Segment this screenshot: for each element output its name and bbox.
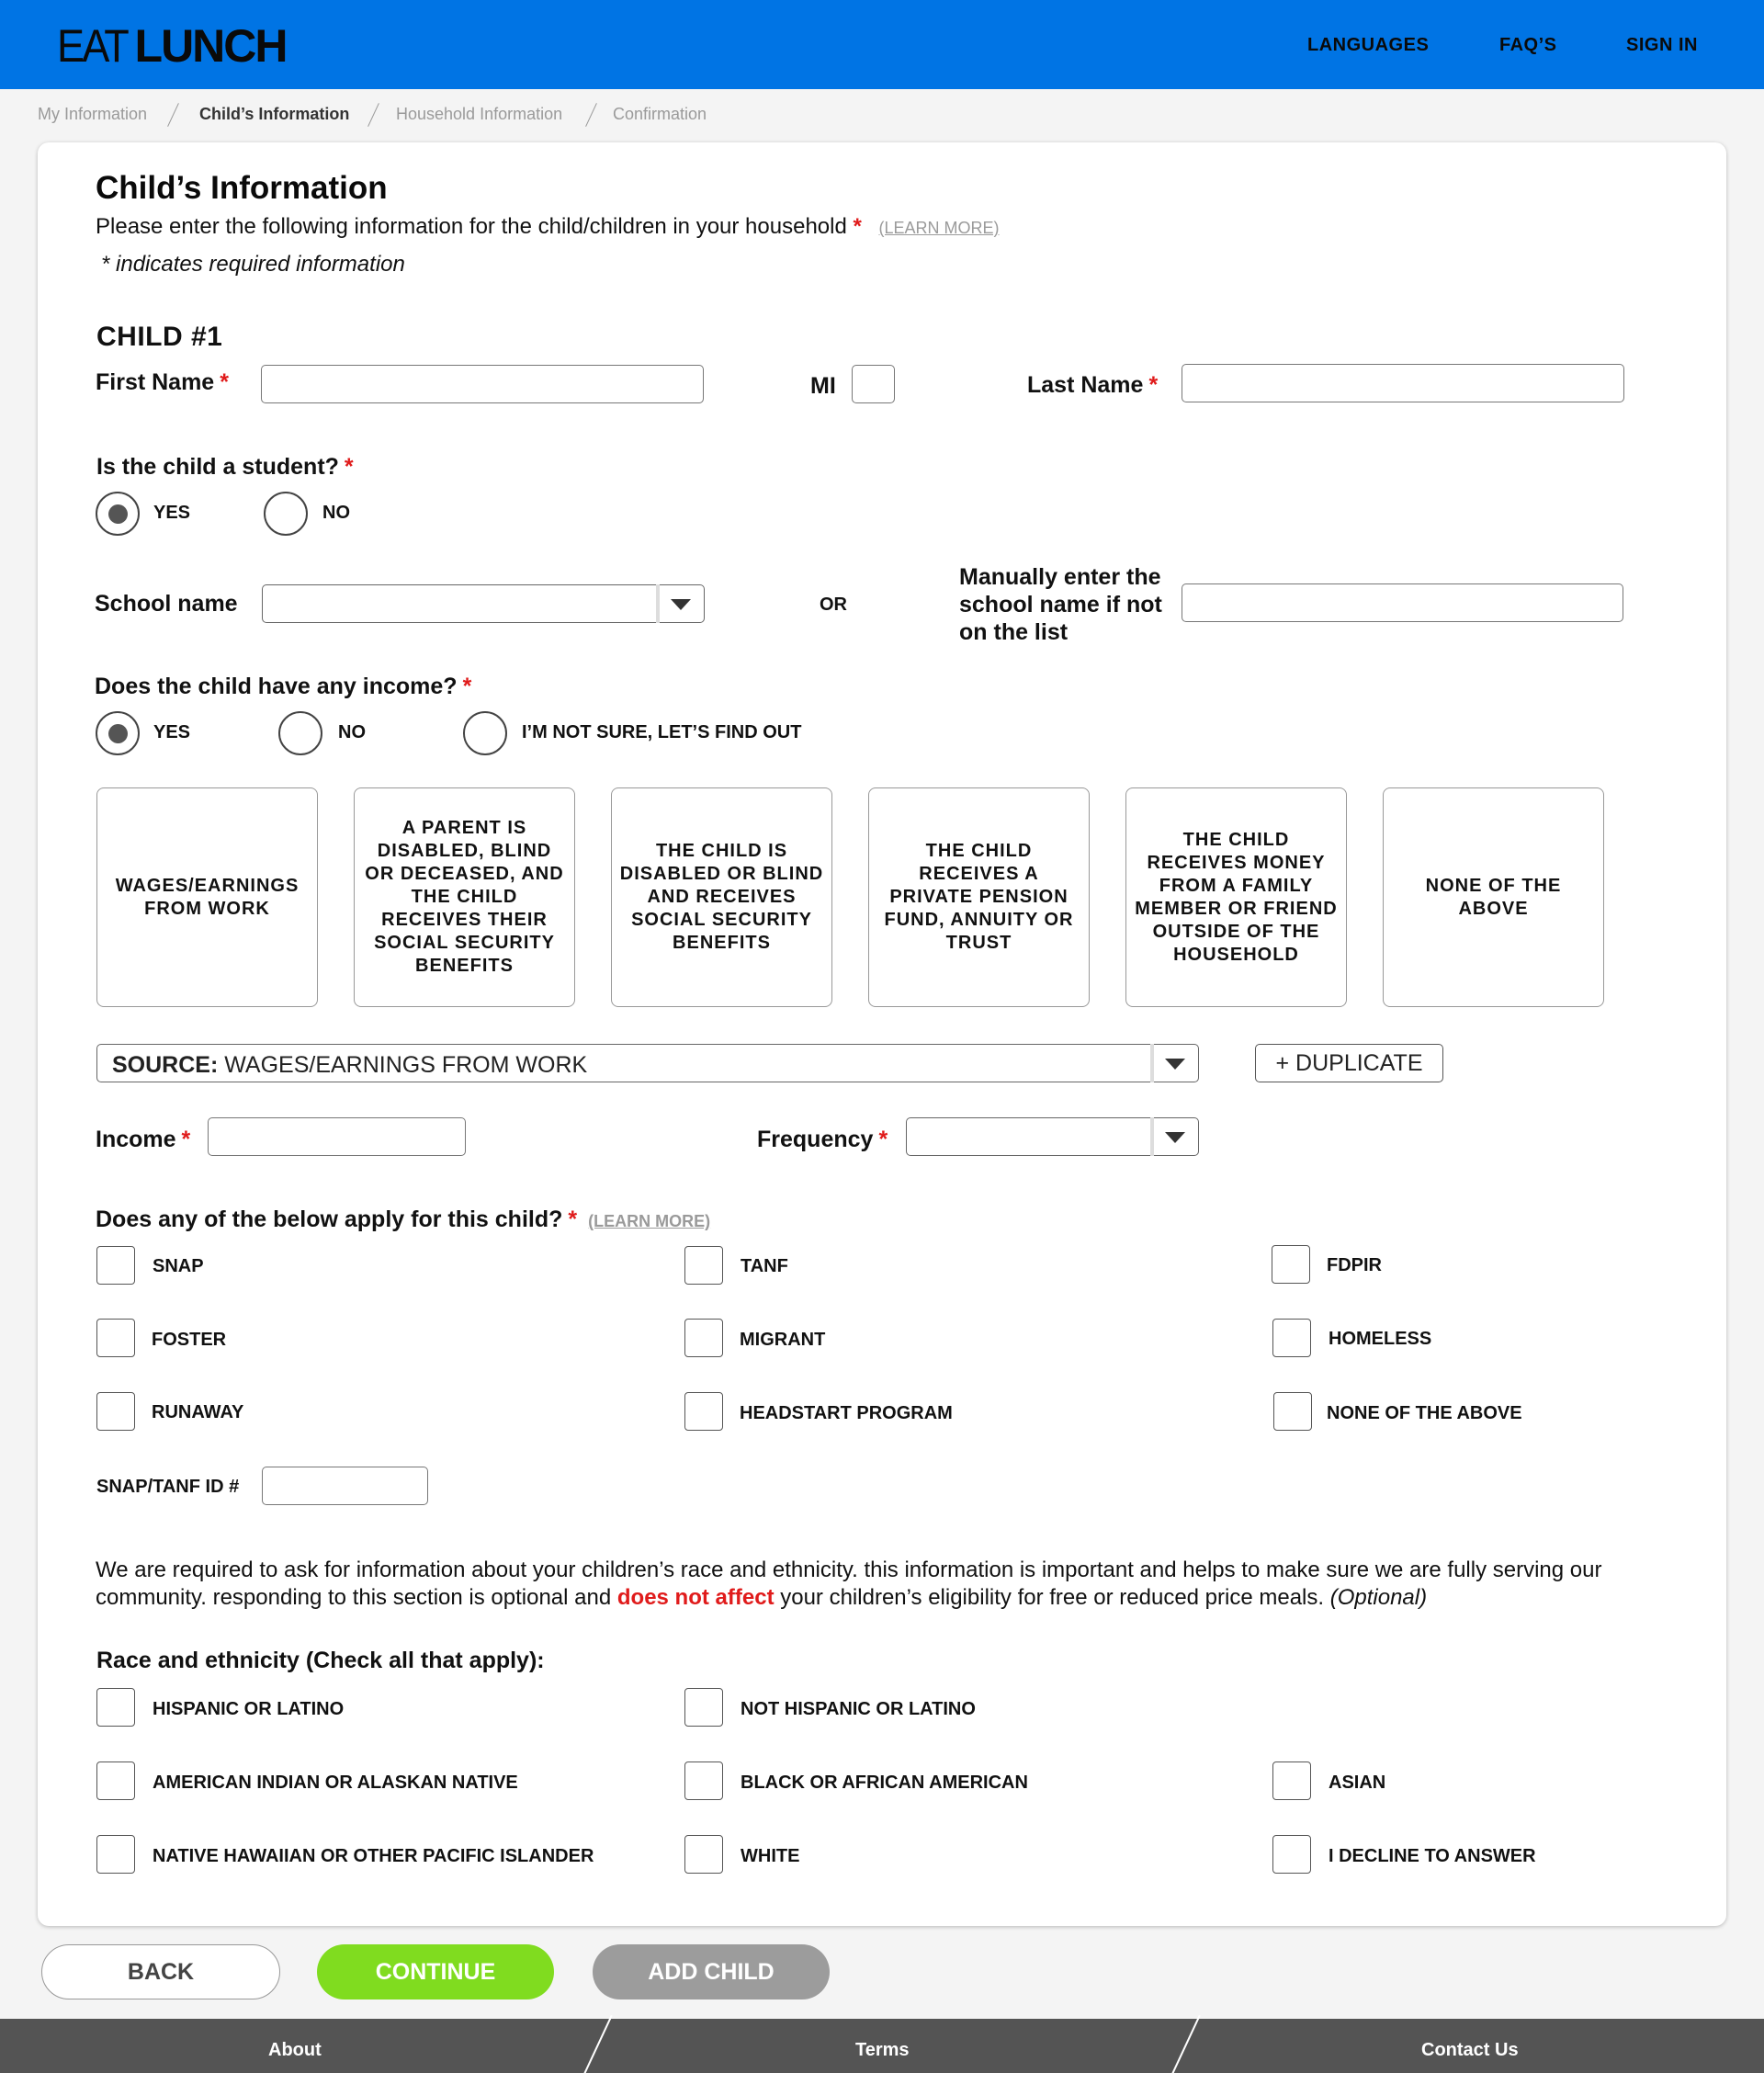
race-not-hispanic-checkbox[interactable]: [684, 1688, 723, 1727]
program-tanf-label[interactable]: TANF: [741, 1256, 788, 1276]
student-yes-label[interactable]: YES: [153, 503, 191, 523]
race-white-label[interactable]: WHITE: [741, 1846, 800, 1866]
program-runaway-label[interactable]: RUNAWAY: [152, 1402, 244, 1422]
income-type-card[interactable]: [1383, 787, 1604, 1007]
program-runaway-checkbox[interactable]: [96, 1392, 135, 1431]
program-headstart-label[interactable]: HEADSTART PROGRAM: [740, 1403, 953, 1423]
income-source-select[interactable]: [96, 1044, 1199, 1082]
optional-note: (Optional): [1329, 1585, 1428, 1610]
required-asterisk: *: [878, 1127, 888, 1152]
footer-terms-link[interactable]: Terms: [855, 2040, 910, 2060]
student-question: [96, 454, 354, 481]
required-asterisk: *: [181, 1127, 191, 1152]
income-yes-radio[interactable]: [96, 711, 140, 755]
snap-id-label: SNAP/TANF ID #: [96, 1477, 240, 1497]
required-asterisk: *: [462, 674, 472, 699]
income-label-text: Income: [96, 1127, 176, 1152]
manual-school-input[interactable]: [1182, 583, 1623, 622]
income-not-sure-label[interactable]: I’M NOT SURE, LET’S FIND OUT: [522, 722, 802, 742]
required-asterisk: *: [344, 454, 354, 480]
program-headstart-checkbox[interactable]: [684, 1392, 723, 1431]
page-title: Child’s Information: [96, 170, 388, 206]
learn-more-link[interactable]: (LEARN MORE): [588, 1212, 711, 1230]
program-homeless-label[interactable]: HOMELESS: [1329, 1329, 1432, 1349]
programs-question-text: Does any of the below apply for this child?: [96, 1206, 563, 1232]
income-type-card[interactable]: [611, 787, 832, 1007]
income-no-label[interactable]: NO: [338, 722, 366, 742]
race-disclaimer: [96, 1557, 1676, 1612]
frequency-label-text: Frequency: [757, 1127, 874, 1152]
program-snap-label[interactable]: SNAP: [153, 1256, 204, 1276]
or-label: OR: [820, 595, 847, 615]
radio-selected-dot: [108, 504, 128, 524]
race-not-hispanic-label[interactable]: NOT HISPANIC OR LATINO: [741, 1699, 976, 1719]
nav-sign-in[interactable]: SIGN IN: [1626, 35, 1698, 55]
breadcrumb-household-information[interactable]: Household Information: [396, 105, 563, 123]
footer-contact-link[interactable]: Contact Us: [1421, 2040, 1519, 2060]
select-divider: [1150, 1044, 1154, 1082]
program-tanf-checkbox[interactable]: [684, 1246, 723, 1285]
race-disclaimer-emphasis: does not affect: [616, 1585, 775, 1610]
program-migrant-label[interactable]: MIGRANT: [740, 1330, 826, 1350]
breadcrumb-separator: [167, 103, 179, 127]
race-asian-label[interactable]: ASIAN: [1329, 1773, 1386, 1793]
income-yes-label[interactable]: YES: [153, 722, 191, 742]
income-type-card[interactable]: [868, 787, 1090, 1007]
breadcrumb-separator: [585, 103, 597, 127]
learn-more-link[interactable]: (LEARN MORE): [878, 219, 1000, 237]
mi-label: MI: [810, 373, 836, 399]
income-question: [95, 674, 471, 700]
select-divider: [1150, 1117, 1154, 1156]
race-heading: Race and ethnicity (Check all that apply):: [96, 1648, 545, 1673]
program-foster-checkbox[interactable]: [96, 1319, 135, 1357]
income-label: [96, 1127, 190, 1153]
chevron-down-icon: [1165, 1132, 1185, 1143]
program-none-checkbox[interactable]: [1273, 1392, 1312, 1431]
student-no-radio[interactable]: [264, 492, 308, 536]
student-yes-radio[interactable]: [96, 492, 140, 536]
top-header: [0, 0, 1764, 89]
radio-selected-dot: [108, 724, 128, 743]
add-child-button[interactable]: ADD CHILD: [593, 1944, 830, 1999]
nav-faqs[interactable]: FAQ’S: [1499, 35, 1557, 55]
income-type-label: THE CHILD RECEIVES MONEY FROM A FAMILY MEMBER OR FRIEND OUTSIDE OF THE HOUSEHOLD: [1135, 829, 1338, 965]
school-name-select[interactable]: [262, 584, 705, 623]
duplicate-button[interactable]: + DUPLICATE: [1255, 1044, 1443, 1082]
back-button[interactable]: BACK: [41, 1944, 280, 1999]
program-migrant-checkbox[interactable]: [684, 1319, 723, 1357]
frequency-select[interactable]: [906, 1117, 1199, 1156]
child-heading: CHILD #1: [96, 322, 223, 352]
program-snap-checkbox[interactable]: [96, 1246, 135, 1285]
program-fdpir-label[interactable]: FDPIR: [1327, 1255, 1382, 1275]
last-name-label: [1027, 372, 1158, 399]
last-name-input[interactable]: [1182, 364, 1624, 402]
race-hispanic-checkbox[interactable]: [96, 1688, 135, 1727]
first-name-label-text: First Name: [96, 369, 215, 395]
manual-school-label: Manually enter the school name if not on the list: [959, 564, 1162, 645]
footer-about-link[interactable]: About: [268, 2040, 322, 2060]
required-asterisk: *: [220, 369, 229, 395]
program-foster-label[interactable]: FOSTER: [152, 1330, 227, 1350]
income-type-label: WAGES/EARNINGS FROM WORK: [115, 875, 300, 919]
programs-question: [96, 1206, 710, 1233]
student-question-text: Is the child a student?: [96, 454, 339, 480]
frequency-label: [757, 1127, 888, 1153]
select-divider: [656, 584, 660, 623]
required-asterisk: *: [568, 1206, 578, 1232]
income-amount-input[interactable]: [208, 1117, 466, 1156]
race-disclaimer-text: your children’s eligibility for free or reduced price meals.: [774, 1585, 1330, 1610]
race-decline-label[interactable]: I DECLINE TO ANSWER: [1329, 1846, 1536, 1866]
snap-id-input[interactable]: [262, 1467, 428, 1505]
program-none-label[interactable]: NONE OF THE ABOVE: [1327, 1403, 1522, 1423]
race-black-checkbox[interactable]: [684, 1761, 723, 1800]
race-american-indian-checkbox[interactable]: [96, 1761, 135, 1800]
income-type-card[interactable]: [354, 787, 575, 1007]
logo-eat: EAT: [57, 20, 128, 72]
income-type-label: A PARENT IS DISABLED, BLIND OR DECEASED, AND THE CHILD RECEIVES THEIR SOCIAL SECURITY BENEFITS: [365, 818, 564, 976]
required-asterisk: *: [853, 214, 862, 239]
race-asian-checkbox[interactable]: [1272, 1761, 1311, 1800]
income-question-text: Does the child have any income?: [95, 674, 458, 699]
nav-languages[interactable]: LANGUAGES: [1307, 35, 1430, 55]
income-not-sure-radio[interactable]: [463, 711, 507, 755]
income-type-card[interactable]: [96, 787, 318, 1007]
program-homeless-checkbox[interactable]: [1272, 1319, 1311, 1357]
race-pacific-islander-checkbox[interactable]: [96, 1835, 135, 1874]
last-name-label-text: Last Name: [1027, 372, 1144, 398]
chevron-down-icon: [671, 599, 691, 610]
income-type-label: NONE OF THE ABOVE: [1425, 875, 1562, 919]
source-value: WAGES/EARNINGS FROM WORK: [224, 1052, 588, 1078]
chevron-down-icon: [1165, 1059, 1185, 1070]
source-prefix: SOURCE:: [112, 1052, 219, 1078]
race-decline-checkbox[interactable]: [1272, 1835, 1311, 1874]
first-name-input[interactable]: [261, 365, 704, 403]
required-note: * indicates required information: [101, 252, 405, 277]
student-no-label[interactable]: NO: [322, 503, 350, 523]
income-source-value: [112, 1052, 587, 1079]
race-american-indian-label[interactable]: AMERICAN INDIAN OR ALASKAN NATIVE: [153, 1773, 518, 1793]
breadcrumb-childs-information[interactable]: Child’s Information: [199, 105, 350, 123]
logo[interactable]: [57, 20, 287, 72]
income-type-card[interactable]: [1125, 787, 1347, 1007]
breadcrumb-my-information[interactable]: My Information: [38, 105, 148, 123]
income-no-radio[interactable]: [278, 711, 322, 755]
income-type-label: THE CHILD RECEIVES A PRIVATE PENSION FUND, ANNUITY OR TRUST: [884, 841, 1074, 953]
race-pacific-islander-label[interactable]: NATIVE HAWAIIAN OR OTHER PACIFIC ISLANDER: [153, 1846, 594, 1866]
first-name-label: [96, 369, 229, 396]
program-fdpir-checkbox[interactable]: [1272, 1245, 1310, 1284]
breadcrumb-separator: [368, 103, 379, 127]
continue-button[interactable]: CONTINUE: [317, 1944, 554, 1999]
logo-lunch: LUNCH: [134, 20, 287, 72]
required-asterisk: *: [1148, 372, 1159, 398]
race-black-label[interactable]: BLACK OR AFRICAN AMERICAN: [741, 1773, 1028, 1793]
income-type-label: THE CHILD IS DISABLED OR BLIND AND RECEIVES SOCIAL SECURITY BENEFITS: [619, 841, 824, 953]
middle-initial-input[interactable]: [852, 365, 895, 403]
school-name-label: School name: [95, 591, 238, 617]
breadcrumb-confirmation[interactable]: Confirmation: [613, 105, 707, 123]
page-subtitle: [96, 214, 1000, 240]
race-disclaimer-text: We are required to ask for information about your children’s race and ethnicity. this information is important and helps to make sure we are fully serving our community. responding to this section is optional and: [96, 1558, 1602, 1610]
race-hispanic-label[interactable]: HISPANIC OR LATINO: [153, 1699, 345, 1719]
race-white-checkbox[interactable]: [684, 1835, 723, 1874]
subtitle-text: Please enter the following information for the child/children in your household: [96, 214, 847, 239]
